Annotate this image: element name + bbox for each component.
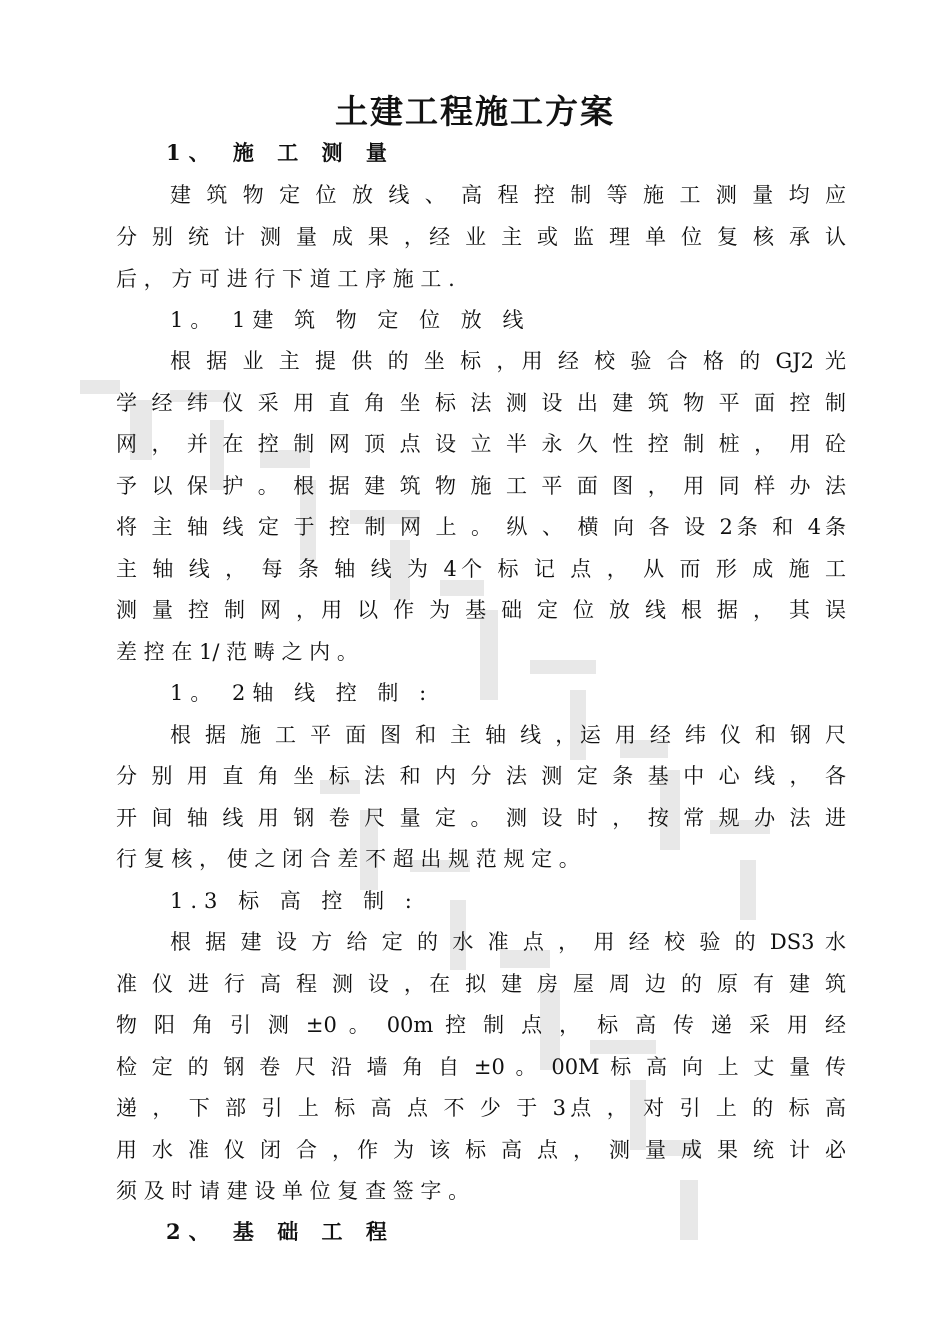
- paragraph-line: 分 别 用 直 角 坐 标 法 和 内 分 法 测 定 条 基 中 心 线 ， 各: [116, 764, 846, 788]
- paragraph-line: 主 轴 线 ， 每 条 轴 线 为 4个 标 记 点 ， 从 而 形 成 施 工: [116, 557, 846, 581]
- paragraph-line: 网 ， 并 在 控 制 网 顶 点 设 立 半 永 久 性 控 制 桩 ， 用 砼: [116, 432, 846, 456]
- paragraph-line: 差 控 在 1/ 范 畴 之 内 。: [116, 640, 358, 664]
- paragraph-line: 物 阳 角 引 测 ±0 。 00m 控 制 点 ， 标 高 传 递 采 用 经: [116, 1013, 846, 1037]
- paragraph-line: 测 量 控 制 网 ，用 以 作 为 基 础 定 位 放 线 根 据 ， 其 误: [116, 598, 846, 622]
- paragraph-line: 行 复 核 ， 使 之 闭 合 差 不 超 出 规 范 规 定 。: [116, 847, 580, 871]
- section-1-2-heading: 1。 2轴 线 控 制 :: [170, 681, 434, 705]
- paragraph-line: 检 定 的 钢 卷 尺 沿 墙 角 自 ±0 。 00M 标 高 向 上 丈 量 传: [116, 1055, 846, 1079]
- section-1-3-heading: 1.3 标 高 控 制 :: [170, 889, 419, 913]
- paragraph-line: 须 及 时 请 建 设 单 位 复 查 签 字 。: [116, 1179, 470, 1203]
- paragraph-line: 分 别 统 计 测 量 成 果 ，经 业 主 或 监 理 单 位 复 核 承 认: [116, 225, 846, 249]
- paragraph-line: 学 经 纬 仪 采 用 直 角 坐 标 法 测 设 出 建 筑 物 平 面 控 制: [116, 391, 846, 415]
- paragraph-line: 递 ， 下 部 引 上 标 高 点 不 少 于 3点 ， 对 引 上 的 标 高: [116, 1096, 846, 1120]
- paragraph-line: 将 主 轴 线 定 于 控 制 网 上 。 纵 、 横 向 各 设 2条 和 4条: [116, 515, 846, 539]
- document-title: 土建工程施工方案: [335, 92, 615, 131]
- paragraph-line: 后 ， 方 可 进 行 下 道 工 序 施 工 .: [116, 267, 455, 291]
- section-2-heading: 2、 基 础 工 程: [166, 1219, 395, 1244]
- paragraph-line: 开 间 轴 线 用 钢 卷 尺 量 定 。 测 设 时 ， 按 常 规 办 法 进: [116, 806, 846, 830]
- paragraph-line: 建 筑 物 定 位 放 线 、 高 程 控 制 等 施 工 测 量 均 应: [170, 183, 846, 207]
- paragraph-line: 用 水 准 仪 闭 合 ，作 为 该 标 高 点 ， 测 量 成 果 统 计 必: [116, 1138, 846, 1162]
- paragraph-line: 根 据 业 主 提 供 的 坐 标 ，用 经 校 验 合 格 的 GJ2 光: [170, 349, 846, 373]
- section-1-1-heading: 1。 1建 筑 物 定 位 放 线: [170, 308, 531, 332]
- paragraph-line: 根 据 建 设 方 给 定 的 水 准 点 ， 用 经 校 验 的 DS3 水: [170, 930, 846, 954]
- paragraph-line: 根 据 施 工 平 面 图 和 主 轴 线 ，运 用 经 纬 仪 和 钢 尺: [170, 723, 846, 747]
- section-1-heading: 1、 施 工 测 量: [166, 140, 395, 165]
- paragraph-line: 准 仪 进 行 高 程 测 设 ，在 拟 建 房 屋 周 边 的 原 有 建 筑: [116, 972, 846, 996]
- paragraph-line: 予 以 保 护 。 根 据 建 筑 物 施 工 平 面 图 ， 用 同 样 办 法: [116, 474, 846, 498]
